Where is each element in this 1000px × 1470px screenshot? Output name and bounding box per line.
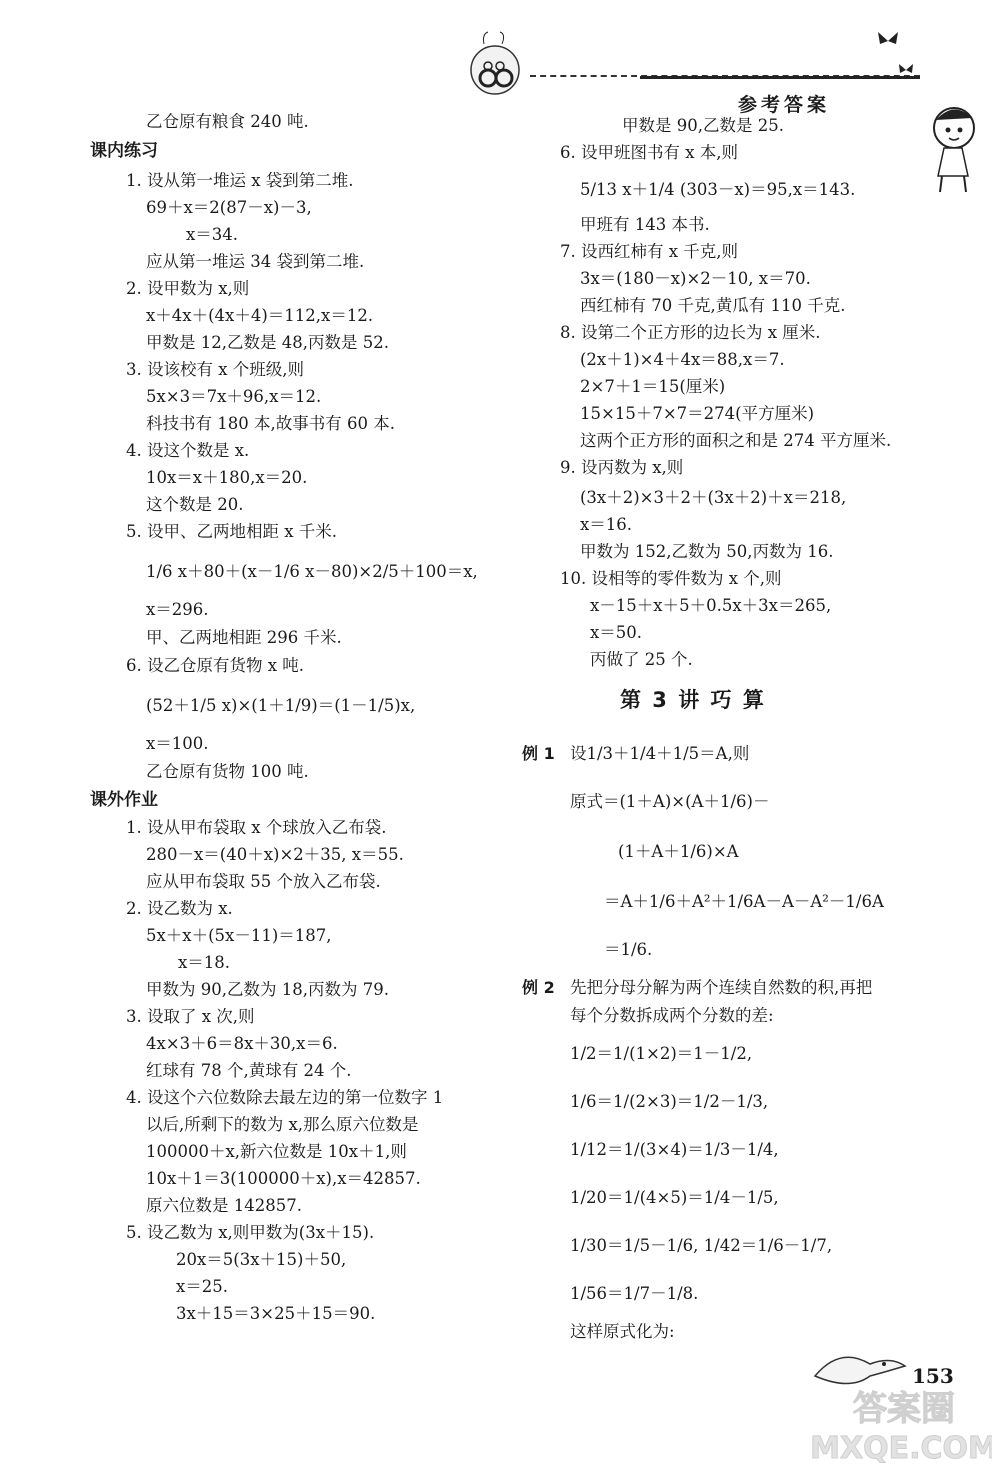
section-heading: 课外作业 [90,790,158,810]
equation-line: (3x＋2)×3＋2＋(3x＋2)＋x＝218, [580,488,847,507]
equation-line: 1/6 x＋80＋(x－1/6 x－80)×2/5＋100＝x, [146,562,478,581]
equation-line: x＋4x＋(4x＋4)＝112,x＝12. [146,306,374,325]
equation-line: x＝18. [178,953,231,972]
equation-line: 280－x＝(40＋x)×2＋35, x＝55. [146,845,404,864]
problem-line: 3. 设取了 x 次,则 [126,1007,255,1026]
example-label: 例 2 [522,978,555,997]
butterfly-small-icon [898,62,914,76]
equation-line: x＝100. [146,734,209,753]
equation-line: (2x＋1)×4＋4x＝88,x＝7. [580,350,785,369]
text-line: 乙仓原有粮食 240 吨. [146,112,309,131]
answer-line: 这两个正方形的面积之和是 274 平方厘米. [580,431,892,450]
equation-line: 15×15＋7×7＝274(平方厘米) [580,404,815,423]
equation-line: 设1/3＋1/4＋1/5＝A,则 [570,744,750,763]
equation-line: 1/2＝1/(1×2)＝1－1/2, [570,1044,753,1063]
problem-line: 2. 设甲数为 x,则 [126,279,250,298]
equation-line: x＝50. [590,623,643,642]
answer-line: 科技书有 180 本,故事书有 60 本. [146,414,395,433]
equation-line: 5x×3＝7x＋96,x＝12. [146,387,322,406]
equation-line: ＝A＋1/6＋A²＋1/6A－A－A²－1/6A [604,892,884,911]
equation-line: 原式＝(1＋A)×(A＋1/6)－ [570,792,770,811]
answer-line: 应从第一堆运 34 袋到第二堆. [146,252,365,271]
problem-line: 5. 设甲、乙两地相距 x 千米. [126,522,338,541]
problem-line: 100000＋x,新六位数是 10x＋1,则 [146,1142,407,1161]
header-rule [640,76,920,79]
equation-line: x＝34. [186,225,239,244]
answer-line: 原六位数是 142857. [146,1196,302,1215]
butterfly-icon [876,30,900,52]
text-line: 先把分母分解为两个连续自然数的积,再把 [570,978,873,997]
problem-line: 3. 设该校有 x 个班级,则 [126,360,305,379]
problem-line: 6. 设乙仓原有货物 x 吨. [126,656,305,675]
answer-line: 这个数是 20. [146,495,244,514]
example-label: 例 1 [522,744,555,763]
answer-line: 西红柿有 70 千克,黄瓜有 110 千克. [580,296,846,315]
equation-line: 5x＋x＋(5x－11)＝187, [146,926,332,945]
problem-line: 1. 设从第一堆运 x 袋到第二堆. [126,171,354,190]
answer-line: 甲班有 143 本书. [580,215,710,234]
problem-line: 10. 设相等的零件数为 x 个,则 [560,569,782,588]
equation-line: 3x＝(180－x)×2－10, x＝70. [580,269,811,288]
answer-line: 甲数为 90,乙数为 18,丙数为 79. [146,980,389,999]
answer-line: 甲数是 90,乙数是 25. [622,116,784,135]
cartoon-girl-icon [918,96,988,196]
equation-line: 10x＝x＋180,x＝20. [146,468,308,487]
problem-line: 2. 设乙数为 x. [126,899,233,918]
lecture-title: 第 3 讲 巧 算 [620,688,766,712]
equation-line: 1/12＝1/(3×4)＝1/3－1/4, [570,1140,779,1159]
answer-line: 应从甲布袋取 55 个放入乙布袋. [146,872,381,891]
text-line: 每个分数拆成两个分数的差: [570,1006,774,1025]
equation-line: x＝296. [146,600,209,619]
equation-line: x－15＋x＋5＋0.5x＋3x＝265, [590,596,832,615]
problem-line: 8. 设第二个正方形的边长为 x 厘米. [560,323,821,342]
problem-line: 9. 设丙数为 x,则 [560,458,684,477]
text-line: 这样原式化为: [570,1322,675,1341]
equation-line: 2×7＋1＝15(厘米) [580,377,726,396]
equation-line: 5/13 x＋1/4 (303－x)＝95,x＝143. [580,180,856,199]
equation-line: (52＋1/5 x)×(1＋1/9)＝(1－1/5)x, [146,696,416,715]
equation-line: 3x＋15＝3×25＋15＝90. [176,1304,376,1323]
problem-line: 4. 设这个数是 x. [126,441,250,460]
header-title: 参考答案 [738,94,831,116]
problem-line: 4. 设这个六位数除去最左边的第一位数字 1 [126,1088,444,1107]
answer-line: 甲数为 152,乙数为 50,丙数为 16. [580,542,834,561]
problem-line: 1. 设从甲布袋取 x 个球放入乙布袋. [126,818,387,837]
equation-line: x＝25. [176,1277,229,1296]
equation-line: 10x＋1＝3(100000＋x),x＝42857. [146,1169,421,1188]
equation-line: ＝1/6. [604,940,653,959]
problem-line: 5. 设乙数为 x,则甲数为(3x＋15). [126,1223,375,1242]
problem-line: 以后,所剩下的数为 x,那么原六位数是 [146,1115,419,1134]
answer-line: 甲、乙两地相距 296 千米. [146,628,342,647]
answer-line: 丙做了 25 个. [590,650,693,669]
equation-line: 1/20＝1/(4×5)＝1/4－1/5, [570,1188,779,1207]
problem-line: 6. 设甲班图书有 x 本,则 [560,143,739,162]
svg-text:答案圈: 答案圈 [853,1389,955,1429]
section-heading: 课内练习 [90,141,158,161]
answer-line: 乙仓原有货物 100 吨. [146,762,309,781]
equation-line: 1/6＝1/(2×3)＝1/2－1/3, [570,1092,769,1111]
equation-line: 1/30＝1/5－1/6, 1/42＝1/6－1/7, [570,1236,833,1255]
equation-line: 4x×3＋6＝8x＋30,x＝6. [146,1034,338,1053]
watermark-logo [812,1380,992,1466]
answer-line: 甲数是 12,乙数是 48,丙数是 52. [146,333,389,352]
cartoon-ball-icon [462,28,532,98]
equation-line: x＝16. [580,515,633,534]
equation-line: 20x＝5(3x＋15)＋50, [176,1250,347,1269]
equation-line: (1＋A＋1/6)×A [618,842,739,861]
problem-line: 7. 设西红柿有 x 千克,则 [560,242,739,261]
page-number: 153 [912,1364,954,1388]
svg-text:MXQE.COM: MXQE.COM [812,1431,992,1466]
equation-line: 1/56＝1/7－1/8. [570,1284,699,1303]
answer-line: 红球有 78 个,黄球有 24 个. [146,1061,352,1080]
equation-line: 69＋x＝2(87－x)－3, [146,198,312,217]
